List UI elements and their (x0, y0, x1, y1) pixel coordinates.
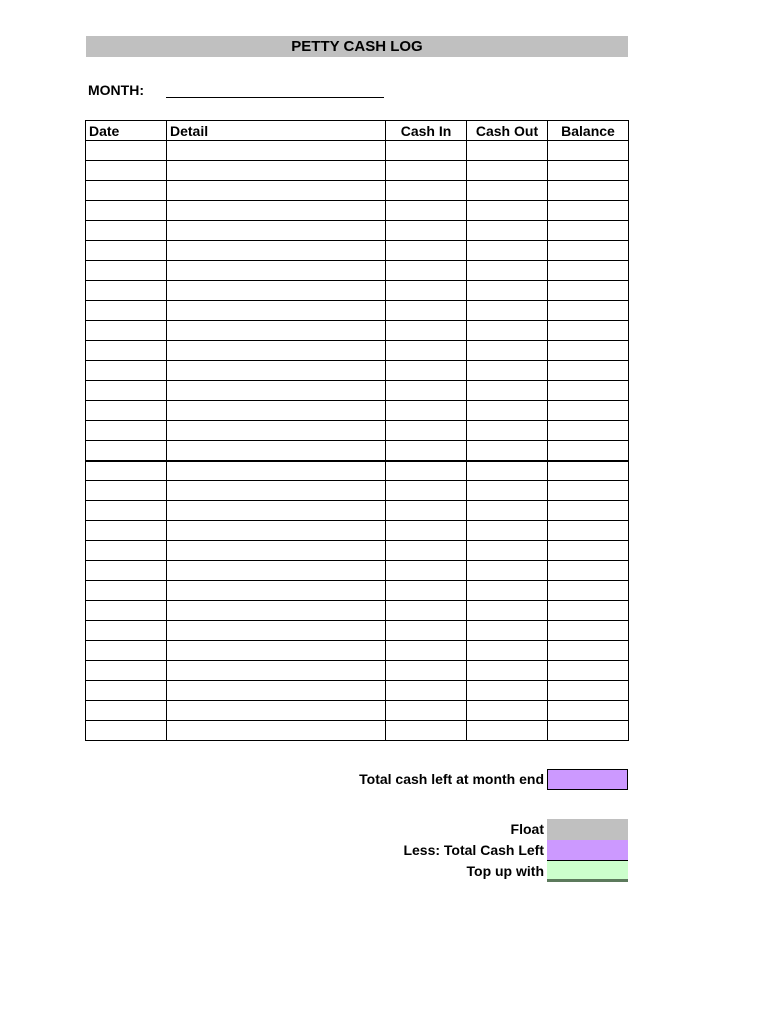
float-row (300, 819, 628, 840)
date-cell[interactable] (86, 161, 167, 181)
cash-in-cell[interactable] (386, 641, 467, 661)
detail-cell[interactable] (167, 141, 386, 161)
balance-cell[interactable] (548, 441, 629, 461)
table-row (86, 601, 629, 621)
detail-cell[interactable] (167, 721, 386, 741)
cash-in-cell[interactable] (386, 401, 467, 421)
top-up-label: Top up with (466, 863, 544, 879)
table-row (86, 541, 629, 561)
table-row (86, 641, 629, 661)
cash-out-cell[interactable] (467, 721, 548, 741)
balance-cell[interactable] (548, 301, 629, 321)
cash-out-cell[interactable] (467, 241, 548, 261)
detail-cell[interactable] (167, 661, 386, 681)
balance-cell[interactable] (548, 701, 629, 721)
detail-cell[interactable] (167, 341, 386, 361)
balance-cell[interactable] (548, 201, 629, 221)
cash-out-cell[interactable] (467, 321, 548, 341)
cash-out-cell[interactable] (467, 481, 548, 501)
cash-out-cell[interactable] (467, 641, 548, 661)
column-header-cash-in: Cash In (386, 121, 467, 141)
column-header-balance: Balance (548, 121, 629, 141)
cash-in-cell[interactable] (386, 361, 467, 381)
cash-out-cell[interactable] (467, 441, 548, 461)
table-row (86, 441, 629, 461)
month-input-line[interactable] (166, 97, 384, 98)
date-cell[interactable] (86, 541, 167, 561)
balance-cell[interactable] (548, 281, 629, 301)
cash-in-cell[interactable] (386, 181, 467, 201)
balance-cell[interactable] (548, 661, 629, 681)
table-row (86, 341, 629, 361)
date-cell[interactable] (86, 321, 167, 341)
table-row (86, 261, 629, 281)
detail-cell[interactable] (167, 481, 386, 501)
detail-cell[interactable] (167, 521, 386, 541)
cash-in-cell[interactable] (386, 621, 467, 641)
detail-cell[interactable] (167, 561, 386, 581)
cash-out-cell[interactable] (467, 161, 548, 181)
cash-out-cell[interactable] (467, 561, 548, 581)
date-cell[interactable] (86, 381, 167, 401)
table-row (86, 701, 629, 721)
cash-in-cell[interactable] (386, 161, 467, 181)
date-cell[interactable] (86, 641, 167, 661)
cash-out-cell[interactable] (467, 521, 548, 541)
table-row (86, 221, 629, 241)
balance-cell[interactable] (548, 641, 629, 661)
date-cell[interactable] (86, 461, 167, 481)
float-label: Float (510, 821, 544, 837)
cash-out-cell[interactable] (467, 681, 548, 701)
cash-in-cell[interactable] (386, 341, 467, 361)
cash-in-cell[interactable] (386, 581, 467, 601)
cash-out-cell[interactable] (467, 581, 548, 601)
table-row (86, 521, 629, 541)
cash-in-cell[interactable] (386, 541, 467, 561)
cash-in-cell[interactable] (386, 221, 467, 241)
balance-cell[interactable] (548, 541, 629, 561)
date-cell[interactable] (86, 661, 167, 681)
date-cell[interactable] (86, 261, 167, 281)
table-row (86, 181, 629, 201)
less-total-cash-label: Less: Total Cash Left (403, 842, 544, 858)
date-cell[interactable] (86, 361, 167, 381)
cash-in-cell[interactable] (386, 301, 467, 321)
total-cash-label: Total cash left at month end (359, 771, 544, 787)
cash-out-cell[interactable] (467, 381, 548, 401)
date-cell[interactable] (86, 501, 167, 521)
date-cell[interactable] (86, 681, 167, 701)
balance-cell[interactable] (548, 381, 629, 401)
detail-cell[interactable] (167, 181, 386, 201)
cash-in-cell[interactable] (386, 681, 467, 701)
balance-cell[interactable] (548, 581, 629, 601)
petty-cash-table (85, 120, 629, 741)
balance-cell[interactable] (548, 221, 629, 241)
date-cell[interactable] (86, 621, 167, 641)
cash-out-cell[interactable] (467, 181, 548, 201)
balance-cell[interactable] (548, 321, 629, 341)
less-total-cash-row (300, 840, 628, 861)
date-cell[interactable] (86, 481, 167, 501)
date-cell[interactable] (86, 401, 167, 421)
date-cell[interactable] (86, 701, 167, 721)
cash-in-cell[interactable] (386, 481, 467, 501)
cash-in-cell[interactable] (386, 141, 467, 161)
balance-cell[interactable] (548, 401, 629, 421)
cash-in-cell[interactable] (386, 381, 467, 401)
column-header-date: Date (86, 121, 167, 141)
cash-out-cell[interactable] (467, 541, 548, 561)
table-row (86, 661, 629, 681)
table-row (86, 581, 629, 601)
date-cell[interactable] (86, 441, 167, 461)
detail-cell[interactable] (167, 461, 386, 481)
balance-cell[interactable] (548, 681, 629, 701)
table-row (86, 481, 629, 501)
balance-cell[interactable] (548, 261, 629, 281)
table-row (86, 321, 629, 341)
table-row (86, 241, 629, 261)
cash-out-cell[interactable] (467, 281, 548, 301)
cash-in-cell[interactable] (386, 281, 467, 301)
date-cell[interactable] (86, 141, 167, 161)
table-row (86, 141, 629, 161)
detail-cell[interactable] (167, 701, 386, 721)
detail-cell[interactable] (167, 541, 386, 561)
cash-in-cell[interactable] (386, 461, 467, 481)
cash-out-cell[interactable] (467, 661, 548, 681)
table-row (86, 621, 629, 641)
table-row (86, 301, 629, 321)
date-cell[interactable] (86, 241, 167, 261)
cash-in-cell[interactable] (386, 721, 467, 741)
balance-cell[interactable] (548, 141, 629, 161)
detail-cell[interactable] (167, 161, 386, 181)
detail-cell[interactable] (167, 281, 386, 301)
cash-in-cell[interactable] (386, 241, 467, 261)
balance-cell[interactable] (548, 621, 629, 641)
balance-cell[interactable] (548, 341, 629, 361)
table-row (86, 381, 629, 401)
balance-cell[interactable] (548, 161, 629, 181)
top-up-row (300, 861, 628, 882)
detail-cell[interactable] (167, 641, 386, 661)
date-cell[interactable] (86, 521, 167, 541)
table-row (86, 721, 629, 741)
top-up-cell[interactable] (547, 861, 628, 882)
balance-cell[interactable] (548, 501, 629, 521)
detail-cell[interactable] (167, 201, 386, 221)
date-cell[interactable] (86, 301, 167, 321)
detail-cell[interactable] (167, 401, 386, 421)
cash-out-cell[interactable] (467, 221, 548, 241)
cash-in-cell[interactable] (386, 261, 467, 281)
date-cell[interactable] (86, 201, 167, 221)
cash-in-cell[interactable] (386, 201, 467, 221)
cash-in-cell[interactable] (386, 441, 467, 461)
detail-cell[interactable] (167, 441, 386, 461)
balance-cell[interactable] (548, 561, 629, 581)
detail-cell[interactable] (167, 301, 386, 321)
table-row (86, 681, 629, 701)
detail-cell[interactable] (167, 601, 386, 621)
cash-in-cell[interactable] (386, 421, 467, 441)
date-cell[interactable] (86, 421, 167, 441)
column-header-detail: Detail (167, 121, 386, 141)
balance-cell[interactable] (548, 181, 629, 201)
cash-out-cell[interactable] (467, 261, 548, 281)
date-cell[interactable] (86, 341, 167, 361)
detail-cell[interactable] (167, 241, 386, 261)
total-cash-row (300, 769, 628, 790)
cash-out-cell[interactable] (467, 621, 548, 641)
detail-cell[interactable] (167, 621, 386, 641)
balance-cell[interactable] (548, 521, 629, 541)
detail-cell[interactable] (167, 321, 386, 341)
month-label: MONTH: (88, 82, 144, 98)
table-row (86, 401, 629, 421)
balance-cell[interactable] (548, 241, 629, 261)
float-cell[interactable] (547, 819, 628, 840)
detail-cell[interactable] (167, 501, 386, 521)
detail-cell[interactable] (167, 681, 386, 701)
detail-cell[interactable] (167, 221, 386, 241)
cash-in-cell[interactable] (386, 701, 467, 721)
cash-out-cell[interactable] (467, 141, 548, 161)
cash-in-cell[interactable] (386, 601, 467, 621)
cash-out-cell[interactable] (467, 341, 548, 361)
cash-out-cell[interactable] (467, 301, 548, 321)
detail-cell[interactable] (167, 421, 386, 441)
cash-out-cell[interactable] (467, 701, 548, 721)
table-row (86, 161, 629, 181)
table-row (86, 281, 629, 301)
cash-out-cell[interactable] (467, 421, 548, 441)
cash-in-cell[interactable] (386, 321, 467, 341)
cash-in-cell[interactable] (386, 521, 467, 541)
table-row (86, 461, 629, 481)
balance-cell[interactable] (548, 481, 629, 501)
table-row (86, 561, 629, 581)
cash-in-cell[interactable] (386, 501, 467, 521)
cash-out-cell[interactable] (467, 501, 548, 521)
date-cell[interactable] (86, 721, 167, 741)
date-cell[interactable] (86, 221, 167, 241)
total-cash-cell[interactable] (547, 769, 628, 790)
table-row (86, 361, 629, 381)
date-cell[interactable] (86, 561, 167, 581)
date-cell[interactable] (86, 281, 167, 301)
less-total-cash-cell[interactable] (547, 840, 628, 861)
column-header-cash-out: Cash Out (467, 121, 548, 141)
balance-cell[interactable] (548, 461, 629, 481)
table-row (86, 421, 629, 441)
detail-cell[interactable] (167, 581, 386, 601)
date-cell[interactable] (86, 581, 167, 601)
table-row (86, 501, 629, 521)
detail-cell[interactable] (167, 361, 386, 381)
cash-out-cell[interactable] (467, 461, 548, 481)
table-row (86, 201, 629, 221)
table-header-row (86, 121, 629, 141)
page-title: PETTY CASH LOG (86, 36, 628, 57)
detail-cell[interactable] (167, 261, 386, 281)
cash-in-cell[interactable] (386, 661, 467, 681)
detail-cell[interactable] (167, 381, 386, 401)
cash-in-cell[interactable] (386, 561, 467, 581)
balance-cell[interactable] (548, 601, 629, 621)
balance-cell[interactable] (548, 361, 629, 381)
date-cell[interactable] (86, 181, 167, 201)
date-cell[interactable] (86, 601, 167, 621)
cash-out-cell[interactable] (467, 601, 548, 621)
cash-out-cell[interactable] (467, 361, 548, 381)
balance-cell[interactable] (548, 721, 629, 741)
cash-out-cell[interactable] (467, 201, 548, 221)
cash-out-cell[interactable] (467, 401, 548, 421)
balance-cell[interactable] (548, 421, 629, 441)
